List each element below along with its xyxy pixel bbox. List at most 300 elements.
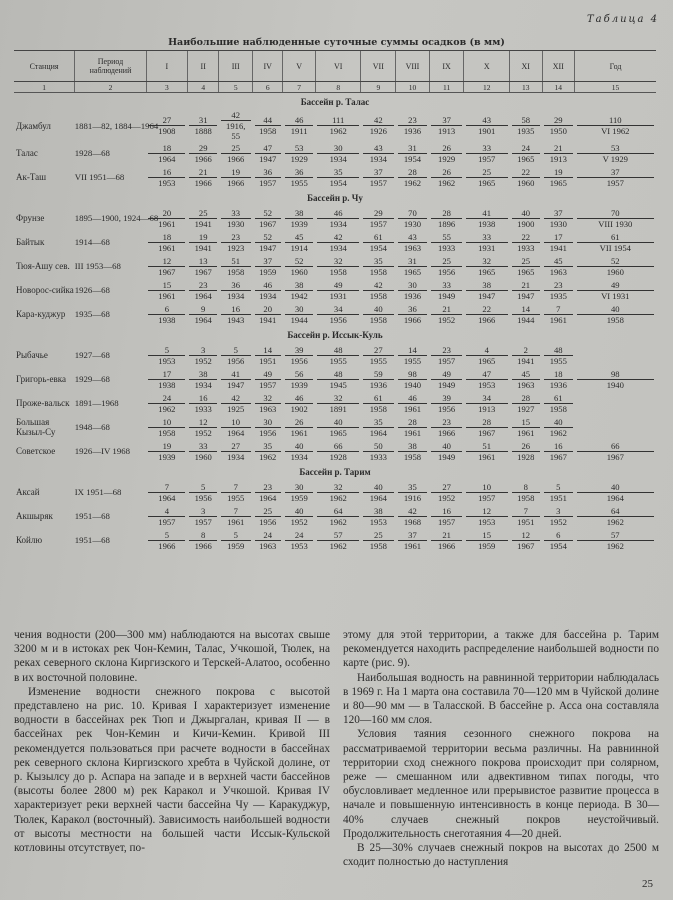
value-fraction (361, 345, 396, 366)
value-fraction (575, 280, 656, 301)
observation-year: 1925 (221, 403, 251, 414)
observation-year: 1944 (512, 314, 541, 325)
value-fraction (575, 369, 656, 390)
precip-amount: 35 (263, 440, 272, 451)
value-fraction (396, 167, 430, 188)
value-cell (283, 230, 316, 254)
value-fraction (575, 143, 656, 164)
precip-amount: 46 (408, 392, 417, 403)
precip-amount: 30 (263, 416, 272, 427)
observation-year: 1965 (398, 266, 428, 277)
precip-amount: 36 (231, 279, 241, 290)
value-fraction (361, 280, 396, 301)
value-cell (361, 439, 396, 463)
observation-year: 1963 (255, 403, 281, 414)
observation-period: 1926—IV 1968 (74, 446, 131, 456)
value-fraction (253, 256, 283, 277)
value-cell (283, 254, 316, 278)
observation-year: 1957 (466, 492, 508, 503)
observation-year: 1962 (544, 427, 573, 438)
observation-year: 1961 (544, 314, 573, 325)
precip-amount: 21 (521, 279, 531, 290)
precip-amount: 23 (198, 279, 208, 290)
precip-amount: 40 (294, 505, 304, 516)
value-fraction (146, 304, 187, 325)
column-header: I (146, 51, 187, 82)
precip-amount: 7 (233, 505, 238, 516)
observation-year: 1956 (431, 266, 462, 277)
observation-year: 1957 (466, 153, 508, 164)
value-cell (361, 480, 396, 504)
value-cell (187, 439, 218, 463)
value-cell (464, 367, 510, 391)
value-fraction (429, 280, 464, 301)
precip-amount: 37 (610, 166, 620, 177)
observation-year: 1934 (317, 242, 359, 253)
value-cell (510, 439, 543, 463)
precip-amount: 3 (556, 505, 561, 516)
observation-year: 1968 (398, 516, 428, 527)
value-cell (361, 302, 396, 326)
value-fraction (575, 530, 656, 551)
value-cell (253, 391, 283, 415)
precip-amount: 40 (521, 207, 531, 218)
value-cell (396, 415, 430, 439)
value-cell (542, 367, 575, 391)
precip-amount: 21 (554, 142, 563, 153)
value-fraction (429, 482, 464, 503)
precip-amount: 111 (332, 115, 345, 125)
column-number: 11 (429, 82, 464, 93)
precip-amount: 47 (482, 368, 492, 379)
observation-year: 1967 (466, 427, 508, 438)
value-cell (187, 504, 218, 528)
precip-amount: 45 (554, 255, 563, 266)
value-cell (187, 528, 218, 552)
precip-amount: 4 (164, 505, 170, 516)
precip-amount: 52 (610, 255, 620, 266)
precip-amount: 26 (442, 166, 451, 177)
precip-amount: 49 (610, 279, 620, 290)
observation-year: 1958 (363, 540, 394, 551)
observation-year: V 1929 (577, 153, 654, 164)
column-number: 7 (283, 82, 316, 93)
precip-amount: 18 (554, 368, 563, 379)
value-fraction (542, 482, 575, 503)
value-cell (510, 504, 543, 528)
observation-year: 1962 (317, 125, 359, 136)
value-fraction (361, 530, 396, 551)
value-cell (542, 415, 575, 439)
precip-amount: 29 (198, 142, 208, 153)
value-cell (146, 504, 187, 528)
value-fraction (315, 232, 361, 253)
value-cell (575, 230, 656, 254)
table-row (14, 480, 656, 504)
value-cell (219, 254, 253, 278)
precip-amount: 66 (610, 440, 620, 451)
observation-year: 1961 (148, 242, 185, 253)
column-number: 14 (542, 82, 575, 93)
value-cell (510, 480, 543, 504)
value-cell (219, 230, 253, 254)
value-fraction (361, 143, 396, 164)
observation-year: 1961 (285, 427, 314, 438)
precip-amount: 28 (408, 416, 417, 427)
observation-year: 1964 (148, 153, 185, 164)
precip-amount: 15 (521, 416, 531, 427)
value-fraction (253, 304, 283, 325)
observation-year: 1962 (255, 451, 281, 462)
value-fraction (283, 115, 316, 136)
value-fraction (187, 530, 218, 551)
value-fraction (283, 208, 316, 229)
precip-amount: 7 (523, 505, 528, 516)
value-fraction (219, 232, 253, 253)
observation-year: 1957 (363, 177, 394, 188)
observation-year: 1959 (255, 266, 281, 277)
value-fraction (283, 280, 316, 301)
observation-year: 1958 (544, 403, 573, 414)
value-fraction (283, 345, 316, 366)
observation-year: 1957 (431, 516, 462, 527)
value-fraction (146, 441, 187, 462)
precip-amount: 43 (482, 115, 492, 125)
value-fraction (283, 417, 316, 438)
observation-year: 1939 (285, 379, 314, 390)
value-cell (315, 367, 361, 391)
observation-year: 1962 (317, 540, 359, 551)
value-fraction (429, 530, 464, 551)
observation-year: 1953 (285, 540, 314, 551)
observation-year: 1935 (544, 290, 573, 301)
observation-period: 1929—68 (74, 374, 110, 384)
precip-amount: 30 (294, 303, 304, 314)
precip-amount: 32 (333, 481, 343, 492)
value-fraction (315, 482, 361, 503)
precip-amount: 5 (164, 529, 170, 540)
station-name: Новорос-сийка (16, 285, 74, 295)
observation-year: 1914 (285, 242, 314, 253)
precip-amount: 49 (442, 368, 451, 379)
observation-year: 1952 (189, 355, 216, 366)
precip-amount: 70 (610, 207, 620, 218)
observation-year: 1962 (317, 492, 359, 503)
value-fraction (283, 530, 316, 551)
observation-year: 1952 (431, 492, 462, 503)
value-fraction (361, 393, 396, 414)
precip-amount: 35 (408, 481, 417, 492)
precip-amount: 27 (442, 481, 451, 492)
value-cell (361, 367, 396, 391)
observation-year: 1957 (431, 355, 462, 366)
precip-amount: 18 (162, 231, 172, 242)
observation-period: 1928—68 (74, 148, 110, 158)
value-fraction (361, 232, 396, 253)
value-cell (219, 278, 253, 302)
value-cell (464, 343, 510, 367)
precip-amount: 35 (333, 166, 343, 177)
value-cell (283, 278, 316, 302)
value-cell (219, 415, 253, 439)
precip-amount: 36 (408, 303, 417, 314)
precip-amount: 28 (521, 392, 531, 403)
observation-year: 1949 (431, 451, 462, 462)
value-fraction (187, 393, 218, 414)
value-fraction (575, 482, 656, 503)
value-cell (575, 254, 656, 278)
precip-amount: 44 (263, 115, 272, 125)
precip-amount: 45 (294, 231, 304, 242)
value-fraction (315, 167, 361, 188)
value-cell (219, 302, 253, 326)
observation-year: 1942 (285, 290, 314, 301)
value-cell (542, 504, 575, 528)
value-cell (575, 278, 656, 302)
value-fraction (187, 143, 218, 164)
precip-amount: 29 (374, 207, 383, 218)
precip-amount: 40 (610, 303, 620, 314)
table-row (14, 278, 656, 302)
table-title: Наибольшие наблюденные суточные суммы осадков (в мм) (168, 37, 505, 48)
value-cell (219, 504, 253, 528)
value-fraction (146, 232, 187, 253)
observation-year: 1947 (255, 242, 281, 253)
observation-year: 1963 (255, 540, 281, 551)
observation-period: 1891—1968 (74, 398, 119, 408)
value-cell (542, 439, 575, 463)
value-cell (315, 391, 361, 415)
value-cell (510, 278, 543, 302)
column-header: Год (575, 51, 656, 82)
observation-year: 1960 (512, 177, 541, 188)
precip-amount: 55 (442, 231, 451, 242)
value-cell (510, 367, 543, 391)
precip-amount: 16 (162, 166, 172, 177)
value-cell (464, 439, 510, 463)
observation-year: 1953 (148, 355, 185, 366)
precip-amount: 26 (294, 416, 304, 427)
value-cell (283, 439, 316, 463)
precip-amount: 23 (554, 279, 563, 290)
value-cell (315, 278, 361, 302)
value-cell (510, 110, 543, 141)
observation-year: 1944 (285, 314, 314, 325)
value-fraction (510, 256, 543, 277)
observation-year: 1957 (148, 516, 185, 527)
value-cell (429, 528, 464, 552)
value-fraction (429, 232, 464, 253)
value-cell (396, 480, 430, 504)
observation-year: 1958 (363, 290, 394, 301)
value-fraction (219, 482, 253, 503)
precip-amount: 37 (263, 255, 272, 266)
value-fraction (219, 506, 253, 527)
observation-year: 1967 (577, 451, 654, 462)
precip-amount: 22 (482, 303, 492, 314)
precip-amount: 48 (554, 344, 563, 355)
precip-amount: 32 (333, 255, 343, 266)
observation-year: 1930 (544, 218, 573, 229)
value-cell (253, 439, 283, 463)
value-cell (253, 302, 283, 326)
station-name: Советское (16, 446, 56, 456)
observation-year: 1964 (363, 427, 394, 438)
value-cell (315, 415, 361, 439)
value-fraction (146, 167, 187, 188)
value-cell (542, 278, 575, 302)
table-row (14, 206, 656, 230)
value-fraction (187, 208, 218, 229)
observation-year: 1947 (512, 290, 541, 301)
observation-year: 1964 (363, 492, 394, 503)
observation-year: 1962 (148, 403, 185, 414)
precip-amount: 40 (374, 481, 383, 492)
precip-amount: 59 (374, 368, 383, 379)
precip-amount: 7 (164, 481, 170, 492)
value-cell (315, 110, 361, 141)
precip-amount: 39 (294, 344, 304, 355)
observation-year: 1951 (544, 492, 573, 503)
value-cell (253, 110, 283, 141)
value-fraction (510, 482, 543, 503)
precip-amount: 5 (201, 481, 206, 492)
precip-amount: 25 (263, 505, 272, 516)
value-cell (429, 391, 464, 415)
observation-year: 1947 (221, 379, 251, 390)
value-cell (429, 302, 464, 326)
value-cell (396, 367, 430, 391)
value-cell (510, 415, 543, 439)
value-fraction (315, 304, 361, 325)
observation-year: 1953 (466, 516, 508, 527)
observation-year: 1964 (189, 290, 216, 301)
observation-year: 1960 (189, 451, 216, 462)
value-fraction (315, 208, 361, 229)
precip-amount: 16 (231, 303, 241, 314)
precip-amount: 23 (231, 231, 241, 242)
precip-amount: 6 (164, 303, 170, 314)
table-label: Таблица 4 (586, 14, 659, 25)
observation-period: 1926—68 (74, 285, 110, 295)
value-cell (146, 480, 187, 504)
precip-amount: 5 (164, 344, 170, 355)
precip-amount: 52 (263, 231, 272, 242)
value-fraction (542, 345, 575, 366)
value-cell (464, 415, 510, 439)
precip-amount: 5 (233, 529, 238, 540)
precip-amount: 12 (162, 255, 172, 266)
observation-year: 1958 (221, 266, 251, 277)
value-cell (253, 343, 283, 367)
precip-amount: 23 (408, 115, 417, 125)
precip-amount: 5 (556, 481, 561, 492)
value-fraction (283, 232, 316, 253)
value-fraction (146, 530, 187, 551)
precip-amount: 58 (521, 115, 531, 125)
precip-amount: 15 (162, 279, 172, 290)
precip-amount: 6 (556, 529, 561, 540)
precip-amount: 30 (333, 142, 343, 153)
precip-amount: 56 (294, 368, 304, 379)
column-header: IX (429, 51, 464, 82)
precip-amount: 43 (408, 231, 417, 242)
precip-amount: 12 (198, 416, 208, 427)
value-fraction (396, 369, 430, 390)
observation-period: 1881—82, 1884—1964 (74, 120, 159, 131)
value-fraction (253, 369, 283, 390)
observation-period: IX 1951—68 (74, 487, 122, 497)
value-fraction (253, 208, 283, 229)
observation-year: 1928 (317, 451, 359, 462)
value-cell (542, 110, 575, 141)
station-name: Проже-вальск (16, 398, 70, 408)
value-fraction (510, 369, 543, 390)
value-fraction (219, 110, 253, 141)
value-cell (146, 528, 187, 552)
observation-year: 1965 (512, 266, 541, 277)
value-cell (283, 206, 316, 230)
value-fraction (315, 506, 361, 527)
observation-year: 1958 (512, 492, 541, 503)
value-fraction (396, 393, 430, 414)
precip-amount: 32 (333, 392, 343, 403)
value-cell (510, 230, 543, 254)
value-fraction (464, 232, 510, 253)
precip-amount: 41 (231, 368, 241, 379)
value-fraction (219, 280, 253, 301)
precip-amount: 21 (442, 303, 451, 314)
value-fraction (464, 256, 510, 277)
value-fraction (315, 393, 361, 414)
value-cell (429, 141, 464, 165)
precip-amount: 37 (554, 207, 563, 218)
precip-amount: 33 (482, 142, 492, 153)
observation-period: 1935—68 (74, 309, 110, 319)
value-fraction (396, 143, 430, 164)
value-cell (429, 230, 464, 254)
basin-heading-row (14, 189, 656, 206)
value-fraction (396, 530, 430, 551)
value-fraction (219, 143, 253, 164)
station-name: Акшыряк (16, 511, 53, 521)
value-fraction (146, 256, 187, 277)
value-fraction (464, 417, 510, 438)
value-fraction (187, 167, 218, 188)
value-cell (575, 504, 656, 528)
observation-year: 1958 (577, 314, 654, 325)
observation-year: 1913 (466, 403, 508, 414)
observation-year: 1938 (148, 379, 185, 390)
value-cell (283, 343, 316, 367)
column-header: VI (315, 51, 361, 82)
value-cell (283, 141, 316, 165)
precip-amount: 46 (333, 207, 343, 218)
observation-year: 1965 (317, 427, 359, 438)
value-fraction (187, 304, 218, 325)
value-cell (510, 302, 543, 326)
value-fraction (396, 256, 430, 277)
observation-year: 1941 (544, 242, 573, 253)
precip-amount: 48 (333, 344, 343, 355)
table-body (14, 93, 656, 553)
value-fraction (253, 482, 283, 503)
value-cell (315, 480, 361, 504)
observation-year: 1953 (363, 516, 394, 527)
precip-amount: 57 (333, 529, 343, 540)
value-cell (219, 343, 253, 367)
observation-year: 1947 (466, 290, 508, 301)
